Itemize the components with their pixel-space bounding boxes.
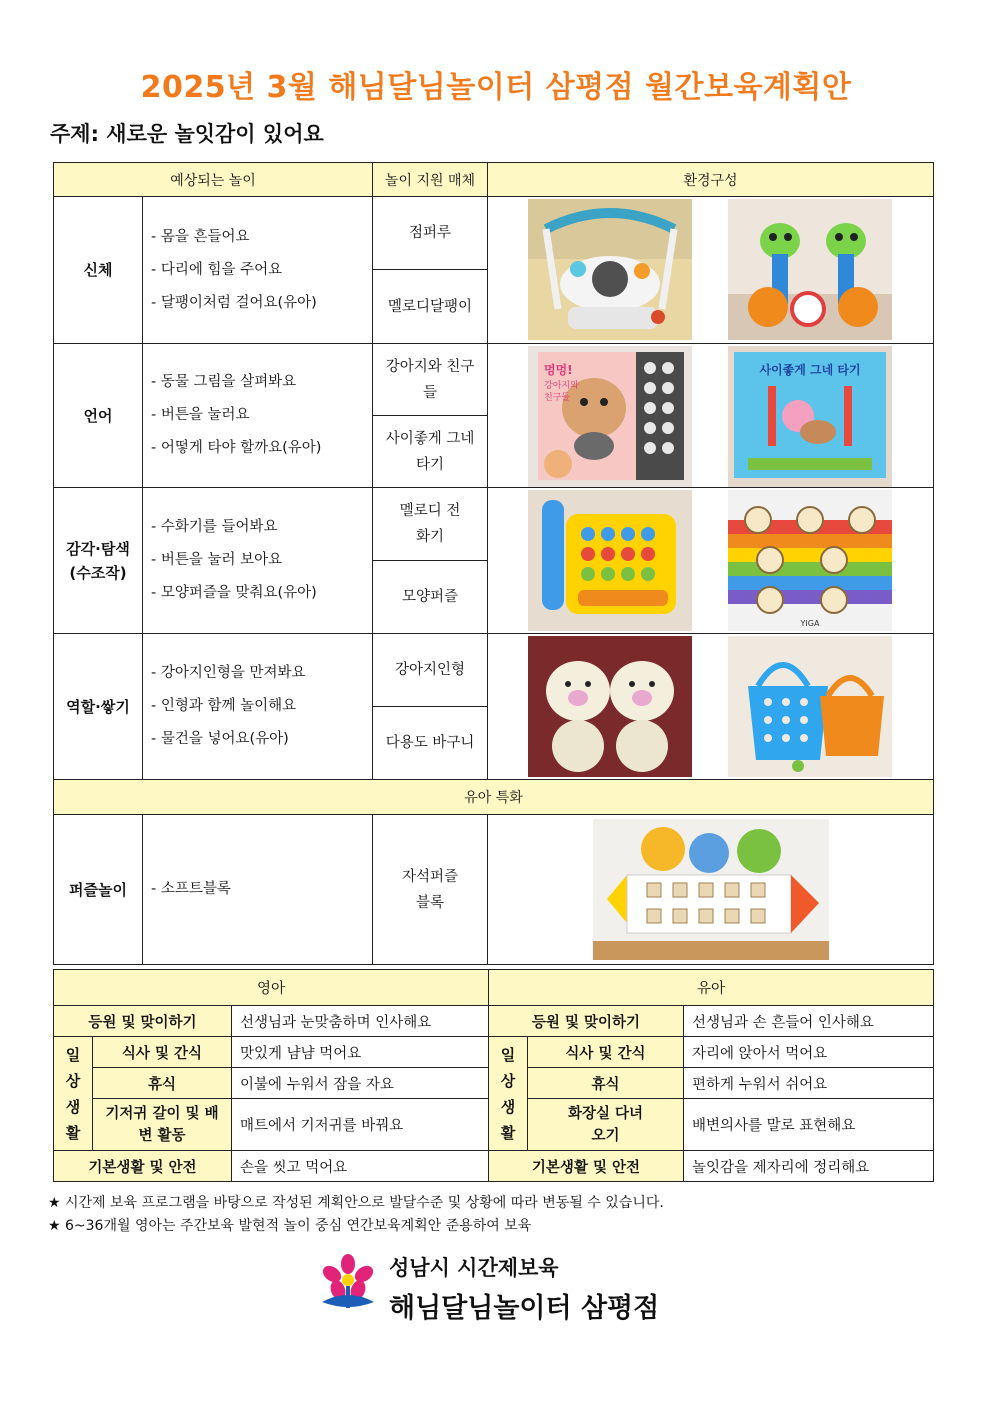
material-cell: 사이좋게 그네타기 xyxy=(373,416,488,488)
toddler-toilet-value: 배변의사를 말로 표현해요 xyxy=(684,1099,934,1151)
vertical-label: 일상생활 xyxy=(65,1045,81,1142)
toddler-meal-label: 식사 및 간식 xyxy=(528,1037,684,1068)
infant-arrival-label: 등원 및 맞이하기 xyxy=(54,1006,232,1037)
book-cover-text: 사이좋게 그네 타기 xyxy=(759,363,861,377)
plan-table xyxy=(53,162,934,965)
play-item: - 강아지인형을 만져봐요 xyxy=(151,665,306,681)
env-photos-physical xyxy=(488,197,934,344)
book-cover-text: 강아지와 xyxy=(544,381,579,391)
infant-daily-life-label xyxy=(54,1037,93,1151)
infant-diaper-value: 매트에서 기저귀를 바꿔요 xyxy=(232,1099,489,1151)
puppy-doll-photo xyxy=(528,636,692,777)
category-role: 역할·쌓기 xyxy=(54,634,143,780)
page-title: 2025년 3월 해님달님놀이터 삼평점 월간보육계획안 xyxy=(140,70,852,105)
play-item: - 물건을 넣어요(유아) xyxy=(151,731,289,747)
notes xyxy=(48,1192,664,1238)
book-cover-text: 친구들 xyxy=(544,393,571,403)
plays-language xyxy=(143,344,373,488)
footer-line1: 성남시 시간제보육 xyxy=(389,1256,559,1280)
footer-logo xyxy=(316,1248,696,1324)
play-item: - 수화기를 들어봐요 xyxy=(151,519,278,535)
toddler-rest-label: 휴식 xyxy=(528,1068,684,1099)
env-photos-puzzle xyxy=(488,815,934,965)
toddler-arrival-label: 등원 및 맞이하기 xyxy=(489,1006,684,1037)
play-item: - 모양퍼즐을 맞춰요(유아) xyxy=(151,585,317,601)
category-physical: 신체 xyxy=(54,197,143,344)
puzzle-brand-text: YIGA xyxy=(800,619,820,628)
note-line: ★ 시간제 보육 프로그램을 바탕으로 작성된 계획안으로 발달수준 및 상황에 따라 변동될 수 있습니다. xyxy=(48,1195,664,1211)
category-language: 언어 xyxy=(54,344,143,488)
puppy-book-photo xyxy=(528,346,692,487)
daily-life-table xyxy=(53,969,934,1182)
play-item: - 동물 그림을 살펴봐요 xyxy=(151,374,297,390)
book-cover-text: 멍멍! xyxy=(544,363,573,377)
plays-sensory xyxy=(143,488,373,634)
footer-line2: 해님달님놀이터 삼평점 xyxy=(389,1293,660,1324)
infant-diaper-label: 기저귀 갈이 및 배변 활동 xyxy=(93,1099,232,1151)
category-puzzle: 퍼즐놀이 xyxy=(54,815,143,965)
infant-meal-label: 식사 및 간식 xyxy=(93,1037,232,1068)
plays-puzzle xyxy=(143,815,373,965)
material-cell: 자석퍼즐 블록 xyxy=(373,815,488,965)
env-photos-role xyxy=(488,634,934,780)
play-item: - 인형과 함께 놀이해요 xyxy=(151,698,297,714)
col-header-material: 놀이 지원 매체 xyxy=(373,163,488,197)
play-item: - 소프트블록 xyxy=(151,881,231,897)
infant-arrival-value: 선생님과 눈맞춤하며 인사해요 xyxy=(232,1006,489,1037)
col-header-play: 예상되는 놀이 xyxy=(54,163,373,197)
vertical-label: 일상생활 xyxy=(500,1045,516,1142)
toddler-rest-value: 편하게 누워서 쉬어요 xyxy=(684,1068,934,1099)
infant-rest-value: 이불에 누워서 잠을 자요 xyxy=(232,1068,489,1099)
infant-meal-value: 맛있게 냠냠 먹어요 xyxy=(232,1037,489,1068)
melody-snail-photo xyxy=(728,199,892,340)
basket-photo xyxy=(728,636,892,777)
material-cell: 다용도 바구니 xyxy=(373,707,488,780)
toddler-daily-life-label xyxy=(489,1037,528,1151)
plays-physical xyxy=(143,197,373,344)
seongnam-emblem-icon xyxy=(316,1252,380,1316)
infant-basic-value: 손을 씻고 먹어요 xyxy=(232,1151,489,1182)
env-photos-sensory xyxy=(488,488,934,634)
plays-role xyxy=(143,634,373,780)
play-item: - 다리에 힘을 주어요 xyxy=(151,261,283,278)
material-cell: 멜로디 전화기 xyxy=(373,488,488,561)
swing-book-photo xyxy=(728,346,892,487)
infant-header: 영아 xyxy=(54,970,489,1006)
melody-phone-photo xyxy=(528,490,692,631)
toddler-header: 유아 xyxy=(489,970,934,1006)
toddler-arrival-value: 선생님과 손 흔들어 인사해요 xyxy=(684,1006,934,1037)
toddler-basic-value: 놀잇감을 제자리에 정리해요 xyxy=(684,1151,934,1182)
play-item: - 몸을 흔들어요 xyxy=(151,228,250,245)
env-photos-language xyxy=(488,344,934,488)
col-header-env: 환경구성 xyxy=(488,163,934,197)
infant-rest-label: 휴식 xyxy=(93,1068,232,1099)
material-cell: 강아지와 친구들 xyxy=(373,344,488,416)
play-item: - 어떻게 타야 할까요(유아) xyxy=(151,440,322,456)
infant-basic-label: 기본생활 및 안전 xyxy=(54,1151,232,1182)
play-item: - 달팽이처럼 걸어요(유아) xyxy=(151,294,317,311)
material-cell: 점퍼루 xyxy=(373,197,488,270)
material-cell: 모양퍼즐 xyxy=(373,561,488,634)
jumperoo-photo xyxy=(528,199,692,340)
toddler-meal-value: 자리에 앉아서 먹어요 xyxy=(684,1037,934,1068)
category-sensory: 감각·탐색 (수조작) xyxy=(54,488,143,634)
material-cell: 강아지인형 xyxy=(373,634,488,707)
shape-puzzle-photo xyxy=(728,490,892,631)
toddler-basic-label: 기본생활 및 안전 xyxy=(489,1151,684,1182)
play-item: - 버튼을 눌러요 xyxy=(151,407,250,423)
special-header: 유아 특화 xyxy=(54,780,934,815)
magnet-puzzle-board-photo xyxy=(593,819,829,960)
material-cell: 멜로디달팽이 xyxy=(373,270,488,344)
theme-heading: 주제: 새로운 놀잇감이 있어요 xyxy=(50,122,324,146)
note-line: ★ 6~36개월 영아는 주간보육 발현적 놀이 중심 연간보육계획안 준용하여 보육 xyxy=(48,1218,532,1234)
play-item: - 버튼을 눌러 보아요 xyxy=(151,552,283,568)
toddler-toilet-label: 화장실 다녀오기 xyxy=(528,1099,684,1151)
